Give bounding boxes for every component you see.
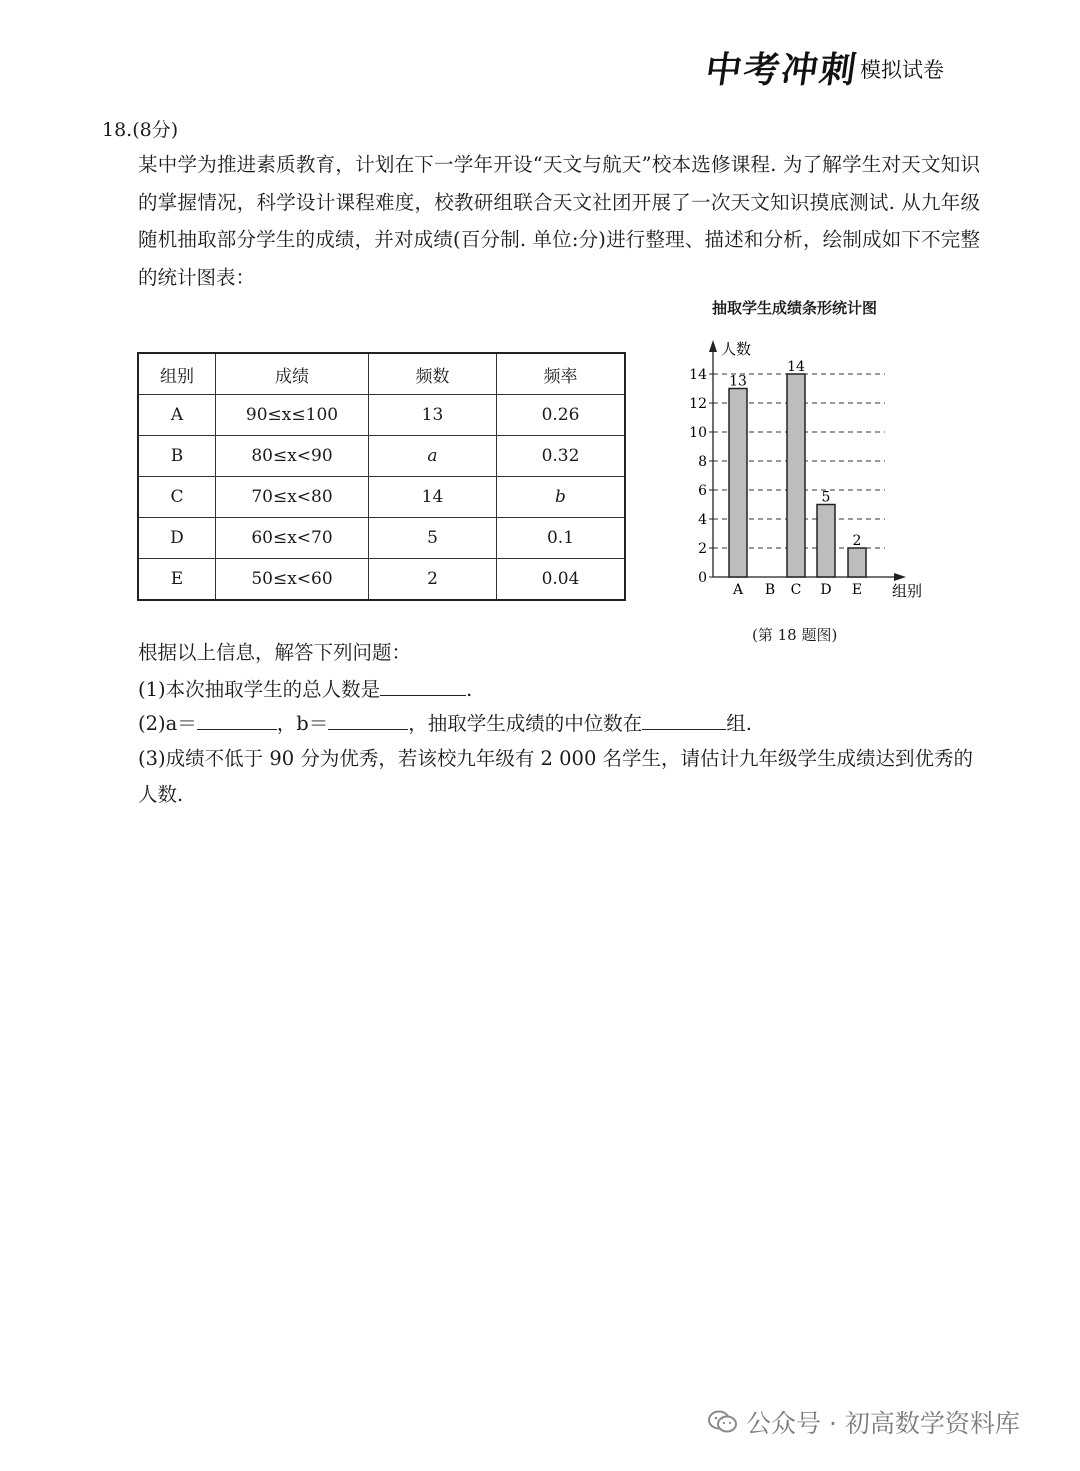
q1-text: (1)本次抽取学生的总人数是	[138, 678, 381, 701]
x-tick-label: B	[764, 582, 776, 598]
data-label: 13	[729, 373, 747, 390]
y-tick-label: 2	[698, 541, 707, 557]
rate-cell: b	[497, 477, 626, 518]
rate-cell: 0.32	[497, 436, 626, 477]
group-cell: A	[138, 395, 216, 436]
freq-cell: 14	[369, 477, 497, 518]
data-label: 5	[821, 489, 831, 506]
data-label: 14	[787, 359, 805, 375]
answer-blank[interactable]	[328, 709, 408, 730]
q2-a-label: (2)a＝	[138, 712, 197, 735]
rate-cell: 0.04	[497, 559, 626, 601]
score-cell: 90≤x≤100	[216, 395, 369, 436]
freq-cell: 13	[369, 395, 497, 436]
answer-blank[interactable]	[197, 709, 277, 730]
y-tick-label: 4	[698, 512, 707, 528]
question-intro: 某中学为推进素质教育，计划在下一学年开设“天文与航天”校本选修课程. 为了解学生对天文知识的掌握情况，科学设计课程难度，校教研组联合天文社团开展了一次天文知识摸底测试. 从九年级随机抽取部分学生的成绩，并对成绩(百分制. 单位:分)进行整理、描述和分析，绘制成如下不完整的统计图表：	[138, 153, 980, 289]
answer-prompt: 根据以上信息，解答下列问题：	[138, 641, 412, 664]
score-cell: 60≤x<70	[216, 518, 369, 559]
table-header-row	[138, 353, 625, 395]
bar	[787, 374, 805, 577]
question-2	[138, 706, 752, 742]
bar	[848, 548, 866, 577]
x-tick-label: E	[851, 582, 863, 598]
y-tick-label: 14	[689, 367, 707, 383]
x-tick-label: D	[820, 582, 832, 598]
table-header-cell: 成绩	[216, 353, 369, 395]
watermark	[708, 1404, 1020, 1440]
y-tick-label: 12	[689, 396, 707, 412]
x-axis-label: 组别	[892, 582, 923, 600]
group-cell: E	[138, 559, 216, 601]
y-axis-arrow	[709, 340, 717, 352]
x-tick-label: A	[732, 582, 744, 598]
q2-median-label: ，抽取学生成绩的中位数在	[408, 712, 643, 735]
q2-b-label: ，b＝	[276, 712, 329, 735]
score-cell: 50≤x<60	[216, 559, 369, 601]
question-number: 18.(8分)	[102, 119, 179, 141]
y-tick-label: 0	[698, 570, 707, 586]
group-cell: D	[138, 518, 216, 559]
freq-cell: 5	[369, 518, 497, 559]
table-header-cell: 频数	[369, 353, 497, 395]
question-1	[138, 672, 472, 708]
score-cell: 80≤x<90	[216, 436, 369, 477]
q1-end: .	[466, 678, 473, 701]
bar-chart	[680, 330, 940, 610]
chart-title: 抽取学生成绩条形统计图	[712, 299, 878, 317]
watermark-text: 公众号 · 初高数学资料库	[746, 1409, 1020, 1438]
y-tick-label: 8	[698, 454, 707, 470]
group-cell: C	[138, 477, 216, 518]
freq-cell: a	[369, 436, 497, 477]
x-tick-label: C	[790, 582, 802, 598]
bar	[729, 389, 747, 578]
y-axis-label: 人数	[721, 340, 752, 358]
chart-caption: (第 18 题图)	[752, 626, 838, 644]
table-row	[138, 559, 625, 601]
x-axis-arrow	[894, 573, 906, 581]
wechat-icon	[708, 1409, 738, 1435]
rate-cell: 0.1	[497, 518, 626, 559]
table-row	[138, 436, 625, 477]
table-row	[138, 518, 625, 559]
header-subtitle: 模拟试卷	[860, 58, 944, 82]
group-cell: B	[138, 436, 216, 477]
question-3: (3)成绩不低于 90 分为优秀，若该校九年级有 2 000 名学生，请估计九年级学生成绩达到优秀的人数.	[138, 747, 974, 806]
table-header-cell: 频率	[497, 353, 626, 395]
answer-blank[interactable]	[380, 675, 466, 696]
table-row	[138, 477, 625, 518]
score-table	[137, 352, 626, 601]
data-label: 2	[852, 533, 862, 549]
bar	[817, 505, 835, 578]
y-tick-label: 6	[698, 483, 707, 499]
rate-cell: 0.26	[497, 395, 626, 436]
score-cell: 70≤x<80	[216, 477, 369, 518]
table-header-cell: 组别	[138, 353, 216, 395]
answer-blank[interactable]	[642, 709, 726, 730]
table-row	[138, 395, 625, 436]
freq-cell: 2	[369, 559, 497, 601]
y-tick-label: 10	[689, 425, 707, 441]
header-brand: 中考冲刺	[702, 49, 861, 91]
q2-end: 组.	[726, 712, 752, 735]
